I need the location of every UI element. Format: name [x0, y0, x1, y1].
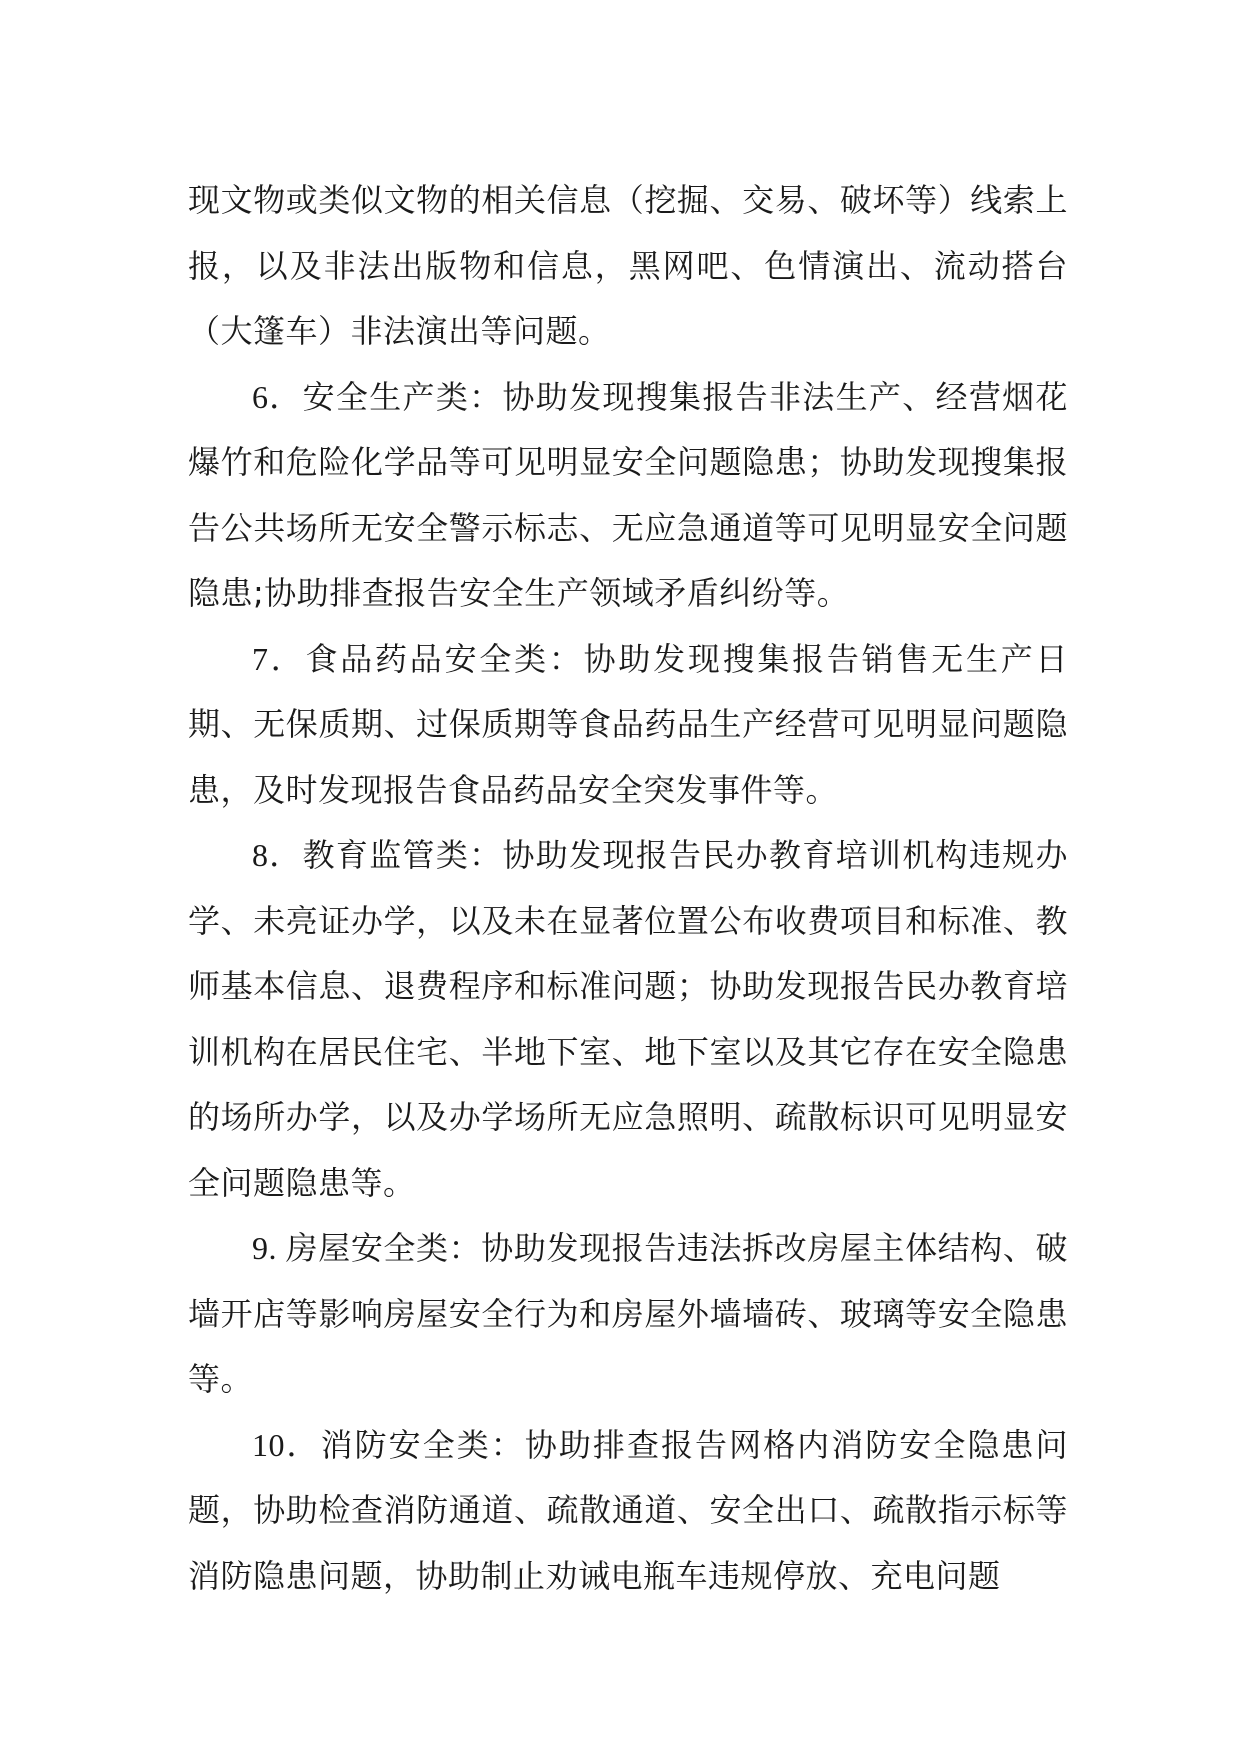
paragraph-number: 9.	[252, 1230, 286, 1266]
paragraph-number: 10．	[252, 1426, 321, 1463]
paragraph-6-safety-production	[188, 365, 1068, 627]
paragraph-text: 现文物或类似文物的相关信息（挖掘、交易、破坏等）线索上报，以及非法出版物和信息，黑网吧、色情演出、流动搭台（大篷车）非法演出等问题。	[188, 181, 1068, 350]
paragraph-number: 8．	[252, 837, 303, 873]
document-body	[188, 168, 1068, 1609]
paragraph-text: 房屋安全类：协助发现报告违法拆改房屋主体结构、破墙开店等影响房屋安全行为和房屋外墙墙砖、玻璃等安全隐患等。	[188, 1229, 1068, 1398]
paragraph-number: 6．	[252, 378, 303, 415]
paragraph-text: 消防安全类：协助排查报告网格内消防安全隐患问题，协助检查消防通道、疏散通道、安全出口、疏散指示标等消防隐患问题，协助制止劝诫电瓶车违规停放、充电问题	[188, 1425, 1068, 1595]
paragraph-continuation	[188, 168, 1068, 365]
paragraph-text: 教育监管类：协助发现报告民办教育培训机构违规办学、未亮证办学，以及未在显著位置公布收费项目和标准、教师基本信息、退费程序和标准问题；协助发现报告民办教育培训机构在居民住宅、半地下室、地下室以及其它存在安全隐患的场所办学，以及办学场所无应急照明、疏散标识可见明显安全问题隐患等。	[188, 836, 1068, 1202]
paragraph-7-food-drug-safety	[188, 627, 1068, 824]
paragraph-text: 食品药品安全类：协助发现搜集报告销售无生产日期、无保质期、过保质期等食品药品生产经营可见明显问题隐患，及时发现报告食品药品安全突发事件等。	[188, 639, 1068, 809]
paragraph-text: 安全生产类：协助发现搜集报告非法生产、经营烟花爆竹和危险化学品等可见明显安全问题隐患；协助发现搜集报告公共场所无安全警示标志、无应急通道等可见明显安全问题隐患;协助排查报告安全生产领域矛盾纠纷等。	[188, 377, 1068, 612]
paragraph-10-fire-safety	[188, 1413, 1068, 1610]
paragraph-number: 7．	[252, 640, 306, 677]
paragraph-9-housing-safety	[188, 1216, 1068, 1413]
paragraph-8-education-supervision	[188, 823, 1068, 1216]
